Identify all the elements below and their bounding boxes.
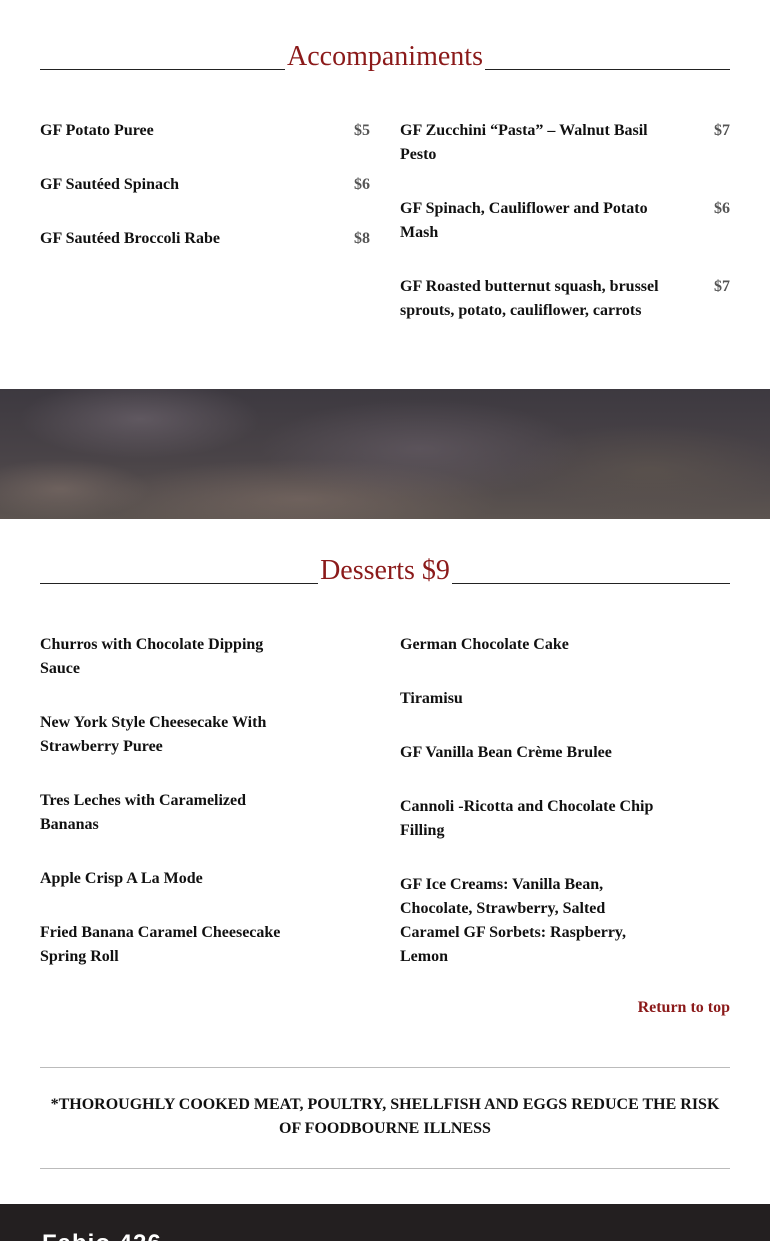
- menu-item: Churros with Chocolate Dipping Sauce: [40, 636, 264, 677]
- footer-logo[interactable]: Fabio 426: [42, 1230, 162, 1257]
- menu-item: GF Zucchini “Pasta” – Walnut Basil Pesto: [400, 122, 648, 163]
- menu-item-price: $7: [714, 278, 730, 295]
- menu-item: New York Style Cheesecake With Strawberry Puree: [40, 714, 267, 755]
- menu-item: GF Potato Puree: [40, 122, 154, 139]
- menu-item: GF Sautéed Spinach: [40, 176, 179, 193]
- menu-item: German Chocolate Cake: [400, 636, 569, 653]
- menu-item-price: $7: [714, 122, 730, 139]
- menu-item: Fried Banana Caramel Cheesecake Spring Roll: [40, 924, 281, 965]
- menu-item: Tiramisu: [400, 690, 463, 707]
- accompaniments-title: Accompaniments: [287, 41, 483, 72]
- menu-item-price: $5: [354, 122, 370, 139]
- menu-item: Tres Leches with Caramelized Bananas: [40, 792, 247, 833]
- divider: [40, 1168, 730, 1169]
- menu-item: GF Ice Creams: Vanilla Bean, Chocolate, Strawberry, Salted Caramel GF Sorbets: Raspberry, Lemon: [400, 876, 627, 965]
- menu-item-price: $6: [714, 200, 730, 217]
- desserts-heading: [40, 554, 730, 594]
- decorative-banner-image: [0, 389, 770, 519]
- menu-item: GF Spinach, Cauliflower and Potato Mash: [400, 200, 648, 241]
- divider: [40, 1067, 730, 1068]
- menu-item-price: $8: [354, 230, 370, 247]
- accompaniments-heading: [40, 40, 730, 80]
- return-to-top-link[interactable]: Return to top: [637, 999, 730, 1016]
- site-footer: [0, 1204, 770, 1257]
- menu-item: Cannoli -Ricotta and Chocolate Chip Filling: [400, 798, 654, 839]
- food-safety-disclaimer: *THOROUGHLY COOKED MEAT, POULTRY, SHELLFISH AND EGGS REDUCE THE RISK OF FOODBOURNE ILLNESS: [50, 1096, 720, 1137]
- desserts-title: Desserts $9: [320, 555, 450, 586]
- menu-item: GF Vanilla Bean Crème Brulee: [400, 744, 612, 761]
- menu-item-price: $6: [354, 176, 370, 193]
- menu-item: GF Sautéed Broccoli Rabe: [40, 230, 220, 247]
- menu-item: GF Roasted butternut squash, brussel sprouts, potato, cauliflower, carrots: [400, 278, 659, 319]
- menu-item: Apple Crisp A La Mode: [40, 870, 203, 887]
